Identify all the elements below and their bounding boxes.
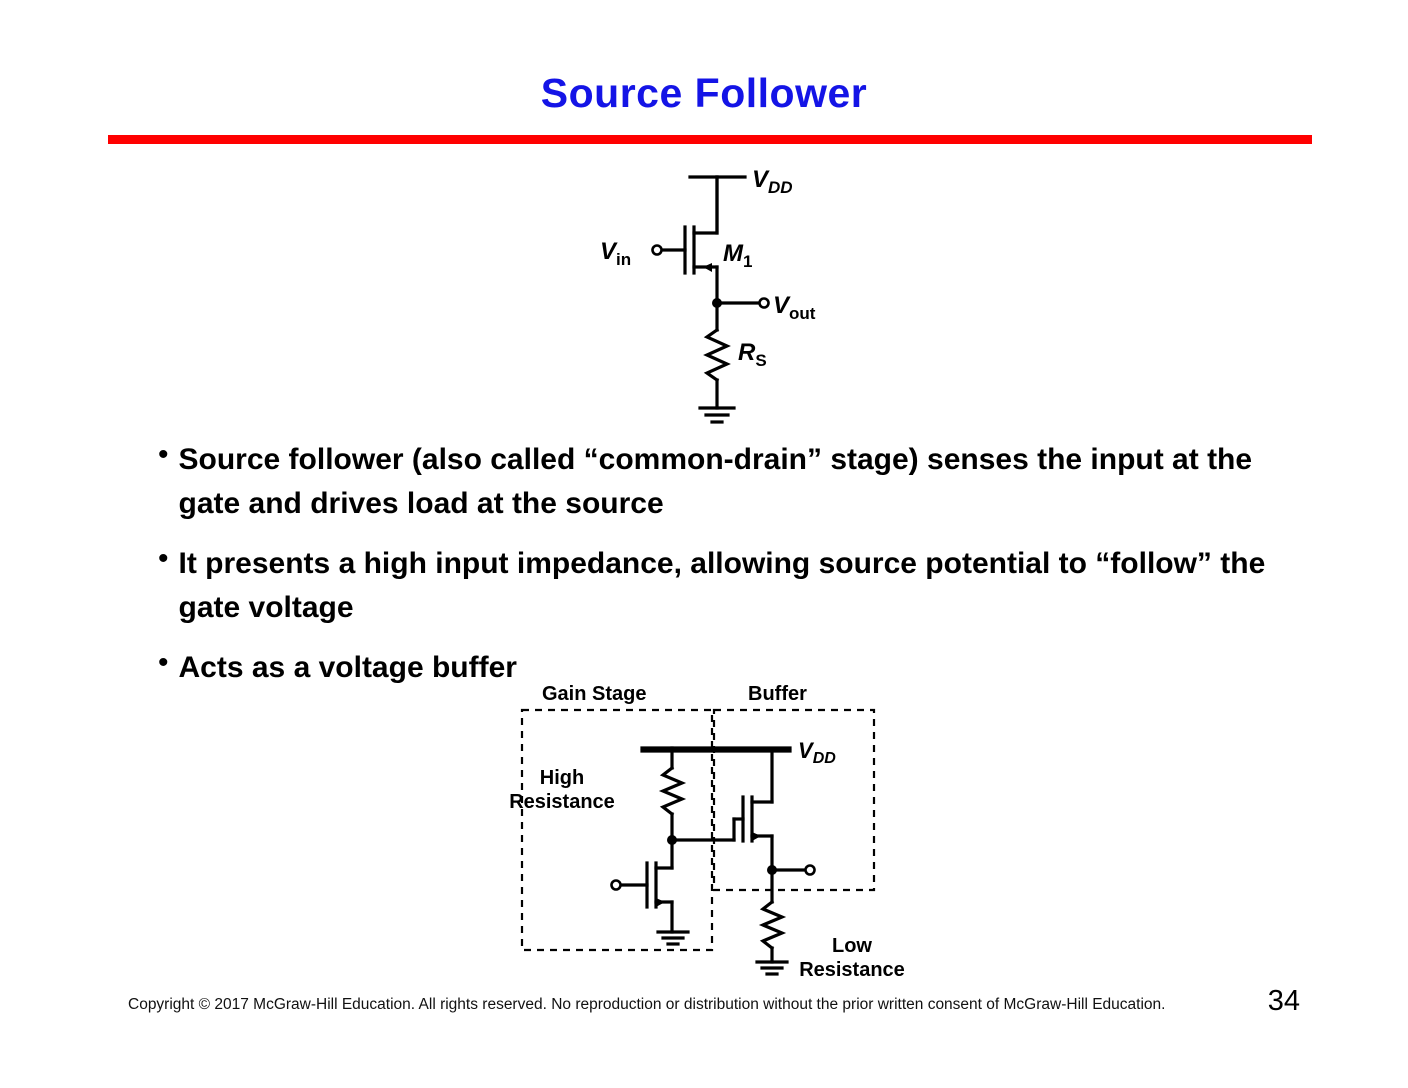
label-low-resistance-2: Resistance	[799, 959, 905, 981]
source-follower-figure	[560, 155, 880, 435]
label-buffer: Buffer	[748, 683, 807, 705]
bullet-text: Source follower (also called “common-drain” stage) senses the input at the gate and drives load at the source	[178, 443, 1253, 520]
list-item	[158, 438, 1278, 526]
label-high-resistance-1: High	[539, 767, 585, 789]
label-low-resistance-1: Low	[832, 935, 872, 957]
label-vdd-bottom: $V_{DD}$	[798, 738, 836, 767]
list-item	[158, 542, 1278, 630]
copyright-notice: Copyright © 2017 McGraw-Hill Education. All rights reserved. No reproduction or distribution without the prior written consent of McGraw-Hill Education.	[128, 996, 1166, 1013]
bullet-marker: •	[158, 646, 169, 679]
bullet-marker: •	[158, 542, 169, 575]
bullet-text: It presents a high input impedance, allowing source potential to “follow” the gate voltage	[178, 547, 1266, 624]
page-title: Source Follower	[540, 70, 868, 116]
label-vin: $V_{in}$	[600, 238, 632, 269]
label-vout: $V_{out}$	[773, 292, 816, 323]
label-high-resistance-2: Resistance	[509, 791, 615, 813]
label-gain-stage: Gain Stage	[542, 683, 647, 705]
gain-stage-box	[522, 710, 712, 950]
bullet-list	[158, 438, 1278, 706]
buffer-box	[714, 710, 874, 890]
gain-stage-buffer-figure	[500, 680, 960, 990]
page-number: 34	[1267, 985, 1300, 1017]
title-divider	[108, 135, 1312, 144]
label-vdd: $V_{DD}$	[752, 166, 793, 197]
bullet-text: Acts as a voltage buffer	[178, 651, 517, 684]
label-rs: $R_S$	[738, 339, 767, 370]
label-m1: $M_1$	[723, 240, 753, 271]
bullet-marker: •	[158, 438, 169, 471]
